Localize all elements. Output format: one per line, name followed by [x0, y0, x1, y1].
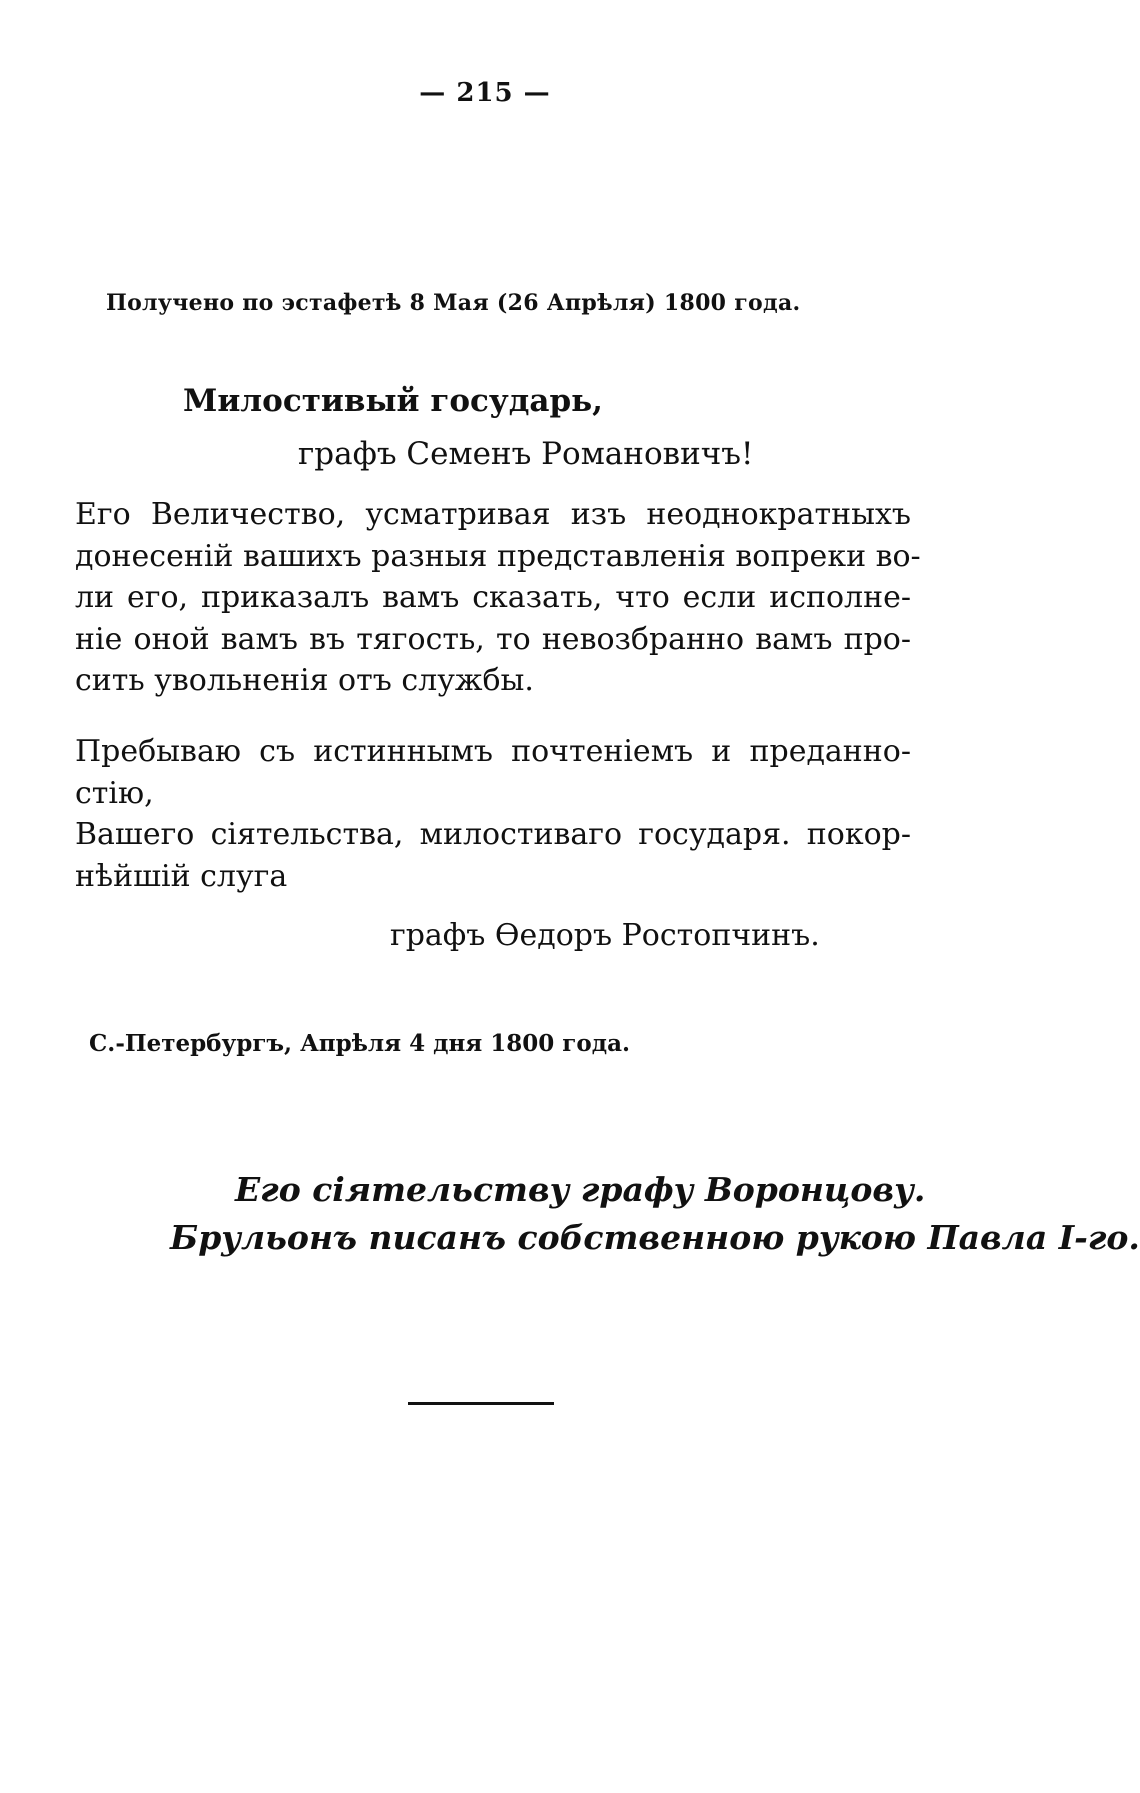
salutation-line-2: графъ Семенъ Романовичъ! [298, 436, 754, 472]
signature: графъ Ѳедоръ Ростопчинъ. [390, 918, 820, 953]
paragraph-line: ли его, приказалъ вамъ сказать, что если исполне- [75, 580, 911, 615]
paragraph-line: ніе оной вамъ въ тягость, то невозбранно вамъ про- [75, 621, 911, 657]
received-note: Получено по эстафетѣ 8 Мая (26 Апрѣля) 1800 года. [106, 290, 801, 316]
letter-paragraph-2 [75, 731, 911, 897]
paragraph-line: донесеній вашихъ разныя представленія вопреки во- [75, 538, 921, 574]
paragraph-line: нѣйшій слуга [75, 858, 288, 894]
salutation-line-1: Милостивый государь, [183, 383, 603, 419]
section-divider [408, 1402, 554, 1405]
draft-note: Брульонъ писанъ собственною рукою Павла I-го. [170, 1218, 1140, 1257]
letter-paragraph-1 [75, 494, 921, 702]
paragraph-line: Его Величество, усматривая изъ неоднократныхъ [75, 497, 911, 532]
paragraph-line: стію, [75, 775, 154, 811]
paragraph-line: Пребываю съ истиннымъ почтеніемъ и преданно- [75, 734, 911, 769]
paragraph-line: сить увольненія отъ службы. [75, 663, 534, 698]
paragraph-line: Вашего сіятельства, милостиваго государя. покор- [75, 817, 911, 852]
page-number: — 215 — [419, 78, 551, 108]
place-date: С.-Петербургъ, Апрѣля 4 дня 1800 года. [89, 1030, 630, 1057]
addressee: Его сіятельству графу Воронцову. [235, 1170, 926, 1209]
